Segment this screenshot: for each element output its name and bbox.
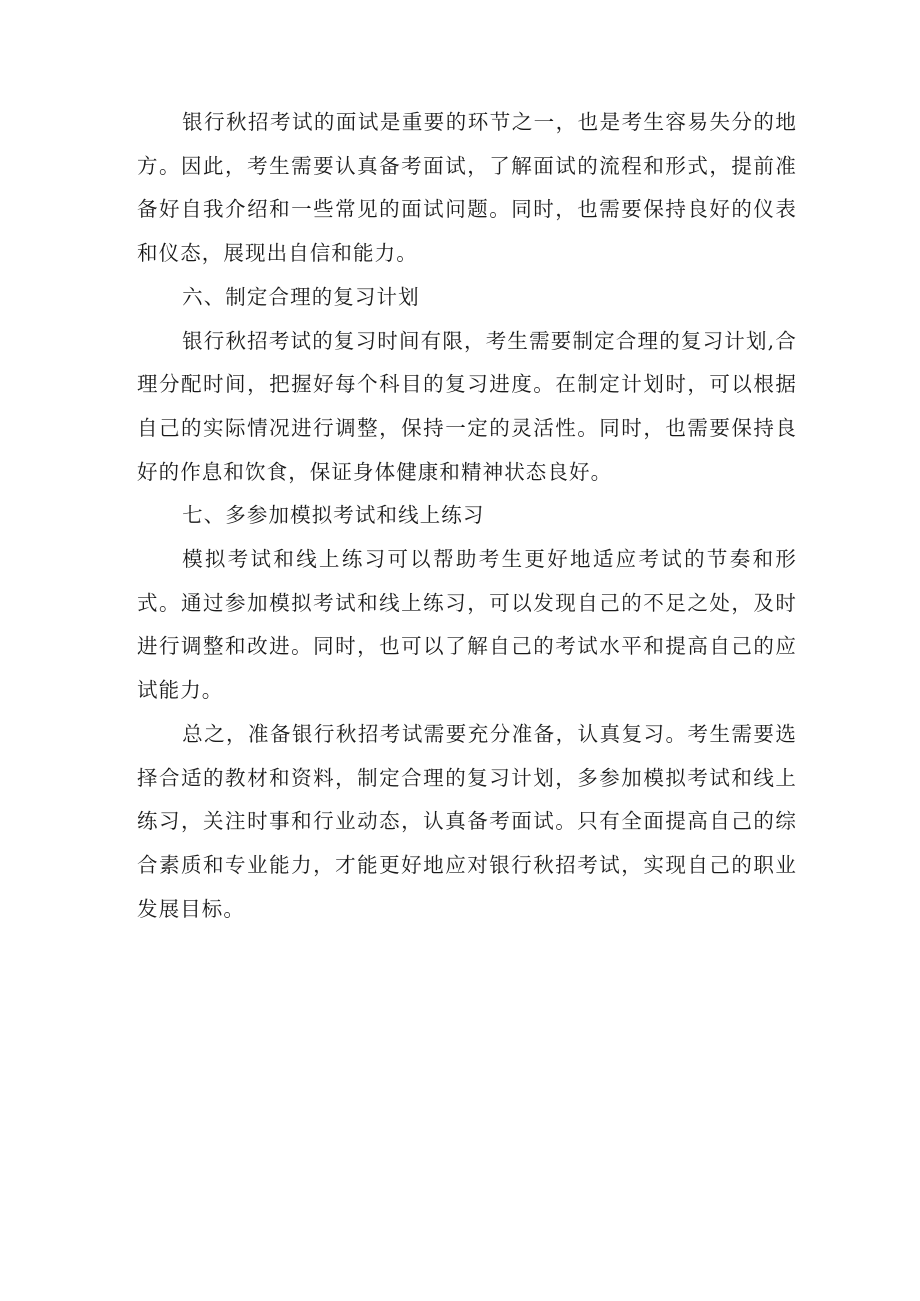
paragraph-mock-exams: 模拟考试和线上练习可以帮助考生更好地适应考试的节奏和形式。通过参加模拟考试和线上练习，可以发现自己的不足之处，及时进行调整和改进。同时，也可以了解自己的考试水平和提高自己的应试能力。 — [137, 547, 797, 703]
document-body — [137, 101, 797, 931]
section-heading-seven: 七、多参加模拟考试和线上练习 — [182, 503, 485, 528]
paragraph-study-plan: 银行秋招考试的复习时间有限，考生需要制定合理的复习计划,合理分配时间，把握好每个科目的复习进度。在制定计划时，可以根据自己的实际情况进行调整，保持一定的灵活性。同时，也需要保持良好的作息和饮食，保证身体健康和精神状态良好。 — [137, 328, 797, 484]
paragraph-conclusion: 总之，准备银行秋招考试需要充分准备，认真复习。考生需要选择合适的教材和资料，制定合理的复习计划，多参加模拟考试和线上练习，关注时事和行业动态，认真备考面试。只有全面提高自己的综合素质和专业能力，才能更好地应对银行秋招考试，实现自己的职业发展目标。 — [137, 721, 797, 921]
section-heading-six: 六、制定合理的复习计划 — [182, 284, 420, 309]
paragraph-interview-prep: 银行秋招考试的面试是重要的环节之一，也是考生容易失分的地方。因此，考生需要认真备考面试，了解面试的流程和形式，提前准备好自我介绍和一些常见的面试问题。同时，也需要保持良好的仪表和仪态，展现出自信和能力。 — [137, 110, 797, 266]
